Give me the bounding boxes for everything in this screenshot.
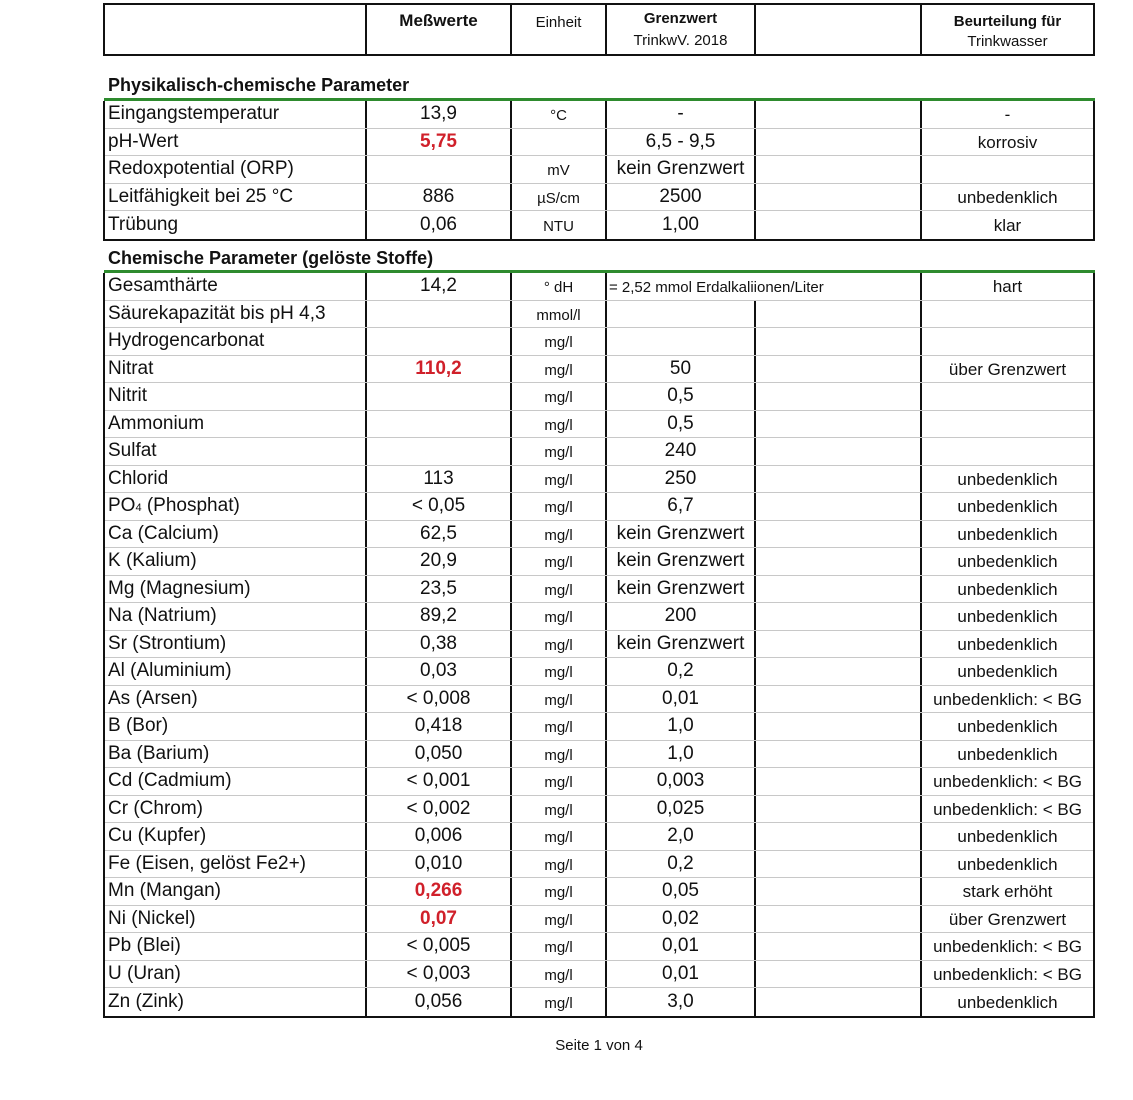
unit: mg/l [512,851,607,878]
unit: µS/cm [512,184,607,211]
table-row [105,101,1093,129]
assessment: klar [993,215,1022,235]
unit: mg/l [512,576,607,603]
measured-value-exceeded: 110,2 [367,356,512,383]
table-row [105,273,1093,301]
header-parameter-cell [105,5,367,54]
limit-value: - [607,101,756,128]
parameter-subscript: 4 [135,502,142,515]
unit: NTU [512,211,607,239]
empty-cell [756,768,922,795]
unit: mg/l [512,521,607,548]
page-number: Seite 1 von 4 [555,1037,643,1054]
header-grenzwert: Grenzwert [643,10,718,27]
assessment: unbedenklich [957,854,1058,874]
empty-cell [756,741,922,768]
table-row [105,988,1093,1016]
parameter-name: B (Bor) [105,713,367,740]
limit-value: 6,5 - 9,5 [607,129,756,156]
limit-value: 200 [607,603,756,630]
unit [512,129,607,156]
assessment: unbedenklich [957,662,1058,682]
table-row [105,686,1093,714]
measured-value: < 0,005 [367,933,512,960]
assessment: unbedenklich: < BG [933,772,1082,792]
assessment [922,328,1093,355]
empty-cell [756,823,922,850]
limit-value [607,301,756,328]
parameter-name: Trübung [105,211,367,239]
empty-cell [756,493,922,520]
section-title-physical: Physikalisch-chemische Parameter [108,75,410,95]
assessment: unbedenklich [957,497,1058,517]
header-empty-cell [756,5,922,54]
assessment [922,438,1093,465]
unit: mg/l [512,961,607,988]
table-row [105,713,1093,741]
parameter-name: Sulfat [105,438,367,465]
empty-cell [756,686,922,713]
limit-value: 2500 [607,184,756,211]
parameter-name: Sr (Strontium) [105,631,367,658]
parameter-name: Na (Natrium) [105,603,367,630]
limit-value: 1,0 [607,741,756,768]
measured-value-exceeded: 0,266 [367,878,512,905]
parameter-name: Cr (Chrom) [105,796,367,823]
table-row [105,658,1093,686]
table-row [105,741,1093,769]
table-row [105,301,1093,329]
measured-value: 0,010 [367,851,512,878]
empty-cell [756,713,922,740]
unit: mg/l [512,906,607,933]
limit-value: 0,003 [607,768,756,795]
table-row [105,411,1093,439]
assessment: unbedenklich [957,744,1058,764]
measured-value-exceeded: 5,75 [367,129,512,156]
empty-cell [756,988,922,1016]
measured-value: < 0,003 [367,961,512,988]
table-row [105,493,1093,521]
empty-cell [756,356,922,383]
table-row [105,906,1093,934]
empty-cell [756,101,922,128]
limit-value: 0,5 [607,383,756,410]
parameter-text-rest: (Phosphat) [141,495,240,517]
table-row [105,851,1093,879]
parameter-name: Mn (Mangan) [105,878,367,905]
header-einheit-cell [512,5,607,54]
limit-value: 0,2 [607,658,756,685]
table-row [105,796,1093,824]
physical-parameters-table [103,101,1095,241]
measured-value: 0,06 [367,211,512,239]
unit: ° dH [512,273,607,300]
unit: mg/l [512,493,607,520]
header-beurteilung: Beurteilung für [953,13,1062,30]
table-row [105,383,1093,411]
limit-value: 6,7 [607,493,756,520]
unit: mg/l [512,823,607,850]
assessment: unbedenklich [957,469,1058,489]
measured-value: 0,006 [367,823,512,850]
empty-cell [756,438,922,465]
assessment: über Grenzwert [948,359,1067,379]
parameter-name: Zn (Zink) [105,988,367,1016]
header-einheit: Einheit [535,14,582,31]
assessment: unbedenklich [957,579,1058,599]
unit: mg/l [512,383,607,410]
table-row [105,576,1093,604]
unit: mg/l [512,988,607,1016]
measured-value: 113 [367,466,512,493]
limit-value: 0,01 [607,686,756,713]
table-row [105,438,1093,466]
measured-value-exceeded: 0,07 [367,906,512,933]
parameter-name: Leitfähigkeit bei 25 °C [105,184,367,211]
unit: mg/l [512,768,607,795]
measured-value: 0,38 [367,631,512,658]
measured-value: 0,418 [367,713,512,740]
table-row [105,521,1093,549]
measured-value: 0,03 [367,658,512,685]
assessment: unbedenklich [957,524,1058,544]
assessment: stark erhöht [962,882,1053,902]
limit-value: 0,025 [607,796,756,823]
column-header-table [103,3,1095,56]
assessment [922,411,1093,438]
parameter-name: Al (Aluminium) [105,658,367,685]
assessment: unbedenklich: < BG [933,799,1082,819]
header-messwerte-cell [367,5,512,54]
parameter-name: Ba (Barium) [105,741,367,768]
assessment: unbedenklich: < BG [933,689,1082,709]
empty-cell [756,211,922,239]
unit: mg/l [512,631,607,658]
limit-value: kein Grenzwert [607,631,756,658]
empty-cell [756,521,922,548]
measured-value: 0,050 [367,741,512,768]
assessment: unbedenklich: < BG [933,937,1082,957]
assessment: unbedenklich [957,717,1058,737]
parameter-name: pH-Wert [105,129,367,156]
header-grenzwert-cell [607,5,756,54]
table-row [105,961,1093,989]
table-row [105,129,1093,157]
measured-value: < 0,001 [367,768,512,795]
measured-value: 14,2 [367,273,512,300]
parameter-name: Ammonium [105,411,367,438]
empty-cell [756,878,922,905]
empty-cell [756,129,922,156]
header-beurteilung-cell [922,5,1093,54]
limit-value: 3,0 [607,988,756,1016]
table-row [105,466,1093,494]
parameter-name: Redoxpotential (ORP) [105,156,367,183]
assessment: unbedenklich [957,992,1058,1012]
unit: mg/l [512,438,607,465]
unit: °C [512,101,607,128]
parameter-text: PO [108,495,136,517]
measured-value: < 0,008 [367,686,512,713]
unit: mg/l [512,686,607,713]
measured-value: 89,2 [367,603,512,630]
limit-value: 240 [607,438,756,465]
limit-value: kein Grenzwert [607,521,756,548]
limit-value: kein Grenzwert [607,576,756,603]
assessment: korrosiv [977,132,1038,152]
measured-value [367,438,512,465]
empty-cell [756,851,922,878]
empty-cell [756,156,922,183]
limit-value: 0,5 [607,411,756,438]
measured-value [367,301,512,328]
parameter-name: Eingangstemperatur [105,101,367,128]
limit-value: 1,00 [607,211,756,239]
measured-value: 13,9 [367,101,512,128]
measured-value: 20,9 [367,548,512,575]
measured-value [367,383,512,410]
limit-value: 250 [607,466,756,493]
unit: mg/l [512,548,607,575]
unit: mg/l [512,466,607,493]
assessment: unbedenklich [957,187,1058,207]
table-row [105,768,1093,796]
measured-value [367,156,512,183]
unit: mg/l [512,713,607,740]
measured-value: < 0,002 [367,796,512,823]
empty-cell [756,576,922,603]
unit: mg/l [512,411,607,438]
parameter-name: Mg (Magnesium) [105,576,367,603]
empty-cell [756,658,922,685]
table-row [105,356,1093,384]
parameter-name: Nitrit [105,383,367,410]
table-row [105,933,1093,961]
parameter-name: K (Kalium) [105,548,367,575]
parameter-name: Hydrogencarbonat [105,328,367,355]
empty-cell [756,411,922,438]
table-row [105,211,1093,239]
unit: mg/l [512,741,607,768]
header-messwerte: Meßwerte [399,11,478,30]
measured-value: 23,5 [367,576,512,603]
measured-value: 0,056 [367,988,512,1016]
parameter-name: Fe (Eisen, gelöst Fe2+) [105,851,367,878]
empty-cell [756,961,922,988]
assessment: unbedenklich [957,552,1058,572]
parameter-name: Gesamthärte [105,273,367,300]
unit: mg/l [512,356,607,383]
limit-value: 0,02 [607,906,756,933]
table-row [105,328,1093,356]
limit-value: 0,05 [607,878,756,905]
assessment [922,383,1093,410]
unit: mg/l [512,796,607,823]
assessment: unbedenklich: < BG [933,964,1082,984]
empty-cell [756,906,922,933]
table-row [105,631,1093,659]
table-row [105,156,1093,184]
empty-cell [756,328,922,355]
parameter-name: Cu (Kupfer) [105,823,367,850]
table-row [105,823,1093,851]
unit: mg/l [512,328,607,355]
unit: mg/l [512,658,607,685]
limit-value: 50 [607,356,756,383]
limit-value [607,328,756,355]
limit-value: kein Grenzwert [607,156,756,183]
assessment [922,301,1093,328]
empty-cell [756,933,922,960]
parameter-name: U (Uran) [105,961,367,988]
parameter-name: Ca (Calcium) [105,521,367,548]
header-beurteilung-sub: Trinkwasser [967,33,1048,50]
limit-value: 0,01 [607,961,756,988]
limit-value: 2,0 [607,823,756,850]
parameter-name: Ni (Nickel) [105,906,367,933]
assessment: unbedenklich [957,827,1058,847]
empty-cell [756,466,922,493]
section-title-chemical: Chemische Parameter (gelöste Stoffe) [108,248,434,268]
parameter-name: As (Arsen) [105,686,367,713]
parameter-name: Cd (Cadmium) [105,768,367,795]
unit: mV [512,156,607,183]
table-row [105,184,1093,212]
empty-cell [756,603,922,630]
parameter-name: Nitrat [105,356,367,383]
parameter-name: Säurekapazität bis pH 4,3 [105,301,367,328]
assessment: unbedenklich [957,634,1058,654]
empty-cell [756,184,922,211]
table-row [105,548,1093,576]
unit: mmol/l [512,301,607,328]
chemical-parameters-table [103,273,1095,1018]
unit: mg/l [512,933,607,960]
unit: mg/l [512,603,607,630]
limit-value: 1,0 [607,713,756,740]
measured-value: 886 [367,184,512,211]
limit-note: = 2,52 mmol Erdalkaliionen/Liter [607,273,922,300]
measured-value: 62,5 [367,521,512,548]
measured-value: < 0,05 [367,493,512,520]
table-row [105,603,1093,631]
parameter-name: Chlorid [105,466,367,493]
limit-value: 0,01 [607,933,756,960]
limit-value: kein Grenzwert [607,548,756,575]
header-grenzwert-source: TrinkwV. 2018 [633,32,728,49]
empty-cell [756,383,922,410]
limit-value: 0,2 [607,851,756,878]
unit: mg/l [512,878,607,905]
empty-cell [756,548,922,575]
assessment: unbedenklich [957,607,1058,627]
parameter-name [105,493,367,520]
empty-cell [756,631,922,658]
assessment: - [1004,105,1011,125]
measured-value [367,411,512,438]
measured-value [367,328,512,355]
assessment [922,156,1093,183]
assessment: über Grenzwert [948,909,1067,929]
empty-cell [756,301,922,328]
assessment: hart [992,277,1023,297]
table-row [105,878,1093,906]
empty-cell [756,796,922,823]
parameter-name: Pb (Blei) [105,933,367,960]
